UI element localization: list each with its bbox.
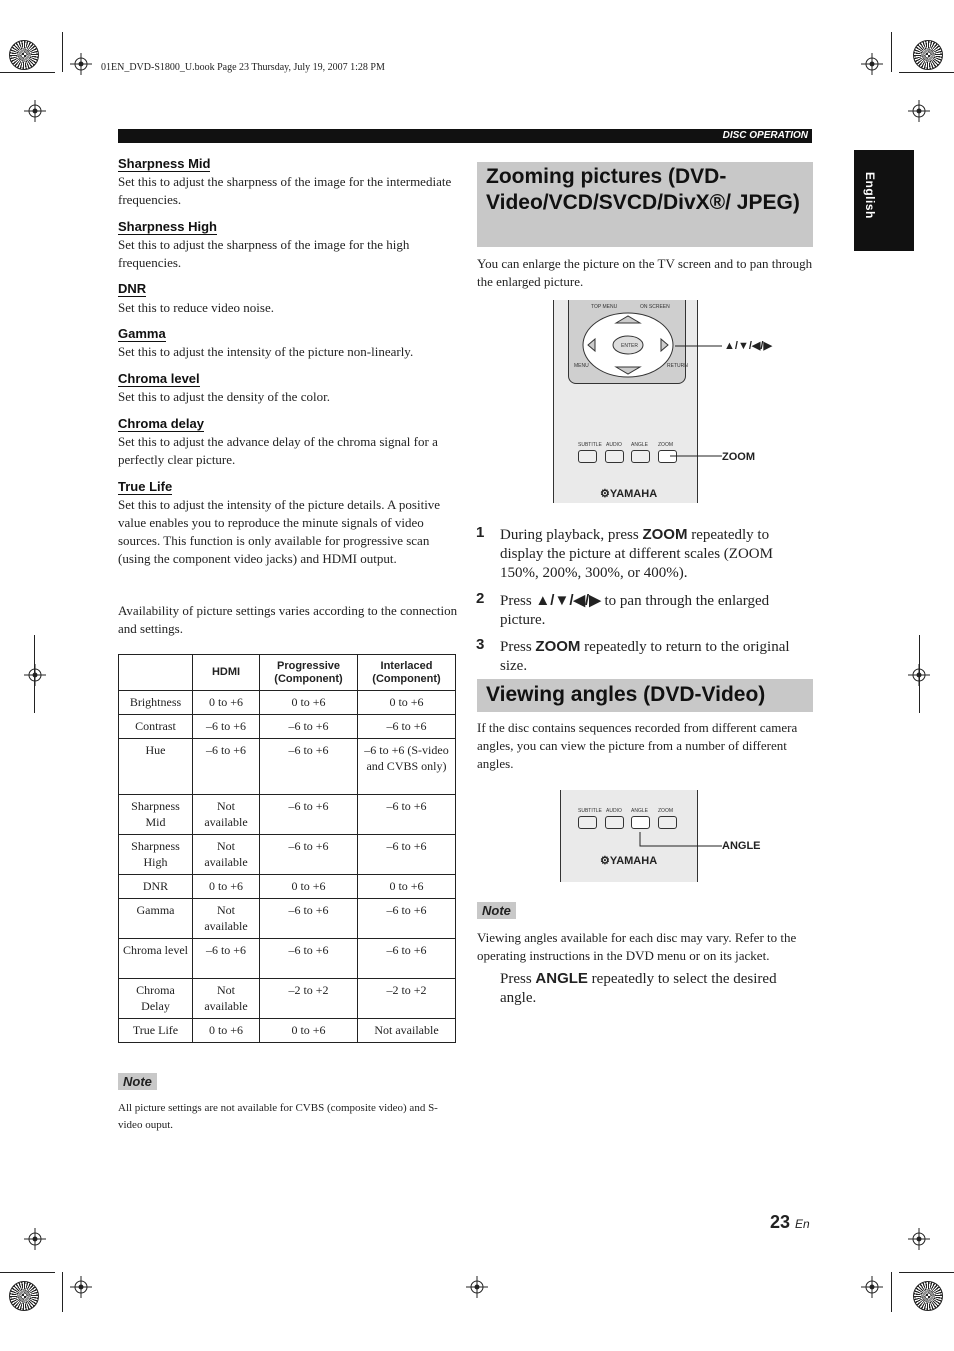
crosshair-mark [70, 1276, 92, 1298]
table-row [119, 939, 456, 979]
table-cell: –6 to +6 (S-video and CVBS only) [358, 739, 456, 795]
table-cell: –6 to +6 [260, 795, 358, 835]
table-cell: Not available [193, 795, 260, 835]
crop-line [62, 32, 63, 72]
setting-desc: Set this to reduce video noise. [118, 300, 274, 315]
note-text: Viewing angles available for each disc may vary. Refer to the operating instructions in the DVD menu or on its jacket. [477, 930, 797, 963]
table-cell: –6 to +6 [193, 715, 260, 739]
arrow-up-icon: ▲ [724, 340, 735, 352]
arrow-left-icon: ◀ [573, 592, 586, 609]
table-cell: Not available [358, 1019, 456, 1043]
table-cell: –6 to +6 [260, 899, 358, 939]
section-label: DISC OPERATION [722, 130, 808, 141]
crop-line [34, 635, 35, 713]
crop-line [891, 1272, 892, 1312]
arrow-slash: / [734, 340, 738, 352]
table-cell: –6 to +6 [358, 899, 456, 939]
crop-line [62, 1272, 63, 1312]
page-number [770, 1212, 810, 1233]
table-row [119, 835, 456, 875]
crop-line [0, 72, 55, 73]
table-cell: 0 to +6 [193, 1019, 260, 1043]
remote-label-top-menu: TOP MENU [591, 304, 618, 310]
zoom-heading: Zooming pictures (DVD-Video/VCD/SVCD/DivX®/ JPEG) [477, 162, 813, 247]
table-cell: –6 to +6 [358, 939, 456, 979]
table-cell: –6 to +6 [193, 739, 260, 795]
table-cell: True Life [119, 1019, 193, 1043]
table-row [119, 691, 456, 715]
page-suffix: En [795, 1217, 810, 1231]
setting-term: True Life [118, 479, 173, 494]
subtitle-button[interactable] [578, 816, 597, 829]
table-row [119, 795, 456, 835]
callout-angle: ANGLE [722, 840, 761, 852]
audio-button[interactable] [605, 450, 624, 463]
table-cell: DNR [119, 875, 193, 899]
remote-label-menu: MENU [574, 363, 589, 369]
file-header: 01EN_DVD-S1800_U.book Page 23 Thursday, July 19, 2007 1:28 PM [101, 62, 385, 73]
crosshair-mark [861, 1276, 883, 1298]
remote-label-zoom: ZOOM [658, 808, 673, 814]
table-header-cell: Interlaced (Component) [358, 655, 456, 691]
remote-label-audio: AUDIO [606, 442, 622, 448]
table-cell: –6 to +6 [358, 715, 456, 739]
crosshair-mark [24, 100, 46, 122]
setting-desc: Set this to adjust the sharpness of the image for the high frequencies. [118, 237, 410, 270]
arrow-up-icon: ▲ [535, 592, 551, 609]
crop-line [899, 1272, 954, 1273]
angles-intro: If the disc contains sequences recorded from different camera angles, you can view the picture from a number of different angles. [477, 720, 798, 771]
table-header-row [119, 655, 456, 691]
table-cell: Contrast [119, 715, 193, 739]
table-cell: –2 to +2 [358, 979, 456, 1019]
remote-label-audio: AUDIO [606, 808, 622, 814]
registration-sunburst-bottom-left [9, 1281, 39, 1311]
table-cell: –6 to +6 [260, 715, 358, 739]
table-cell: 0 to +6 [358, 691, 456, 715]
availability-text: Availability of picture settings varies according to the connection and settings. [118, 603, 458, 636]
table-cell: Sharpness High [119, 835, 193, 875]
table-cell: –6 to +6 [193, 939, 260, 979]
table-cell: Gamma [119, 899, 193, 939]
arrow-down-icon: ▼ [554, 592, 570, 609]
subtitle-button[interactable] [578, 450, 597, 463]
table-cell: Sharpness Mid [119, 795, 193, 835]
table-cell: –2 to +2 [260, 979, 358, 1019]
table-cell: –6 to +6 [260, 939, 358, 979]
table-cell: Chroma level [119, 939, 193, 979]
remote-label-zoom: ZOOM [658, 442, 673, 448]
crop-line [899, 72, 954, 73]
page-number-value: 23 [770, 1212, 791, 1232]
remote-label-return: RETURN [667, 363, 688, 369]
setting-term: Sharpness Mid [118, 156, 211, 171]
step-3: Press ZOOM repeatedly to return to the original size. [500, 638, 790, 674]
table-row [119, 979, 456, 1019]
table-cell: –6 to +6 [358, 795, 456, 835]
table-cell: –6 to +6 [260, 739, 358, 795]
table-cell: 0 to +6 [358, 875, 456, 899]
audio-button[interactable] [605, 816, 624, 829]
language-tab-label: English [863, 172, 877, 219]
registration-sunburst-top-right [913, 40, 943, 70]
table-cell: Chroma Delay [119, 979, 193, 1019]
setting-desc: Set this to adjust the intensity of the picture details. A positive value enables you to reproduce the minute signals of video sources. This function is only available for progressive scan (using the component video jacks) and HDMI output. [118, 497, 441, 566]
setting-term: DNR [118, 281, 147, 296]
remote-label-subtitle: SUBTITLE [578, 442, 602, 448]
table-header-cell [119, 655, 193, 691]
zoom-intro: You can enlarge the picture on the TV screen and to pan through the enlarged picture. [477, 256, 813, 289]
table-cell: Not available [193, 899, 260, 939]
table-row [119, 1019, 456, 1043]
crosshair-mark [24, 1228, 46, 1250]
crosshair-mark [908, 1228, 930, 1250]
note-badge: Note [118, 1073, 157, 1090]
table-cell: –6 to +6 [260, 835, 358, 875]
yamaha-logo: ⚙YAMAHA [600, 855, 658, 867]
callout-arrows: ▲/▼/◀/▶ [724, 340, 772, 352]
remote-label-angle: ANGLE [631, 442, 648, 448]
arrow-down-icon: ▼ [737, 340, 749, 352]
table-row [119, 715, 456, 739]
crop-line [891, 32, 892, 72]
arrow-right-icon: ▶ [589, 592, 601, 609]
callout-line-angle [630, 820, 725, 860]
table-row [119, 739, 456, 795]
angle-button[interactable] [631, 450, 650, 463]
table-cell: Hue [119, 739, 193, 795]
table-cell: 0 to +6 [260, 691, 358, 715]
remote-label-on-screen: ON SCREEN [640, 304, 670, 310]
setting-desc: Set this to adjust the intensity of the picture non-linearly. [118, 344, 414, 359]
yamaha-logo: ⚙YAMAHA [600, 488, 658, 500]
note-badge: Note [477, 902, 516, 919]
picture-settings-table [118, 654, 456, 1043]
step-number: 1 [476, 524, 485, 541]
setting-term: Gamma [118, 326, 166, 341]
remote-label-enter: ENTER [621, 343, 638, 349]
table-cell: 0 to +6 [193, 691, 260, 715]
crosshair-mark [24, 664, 46, 686]
language-tab [854, 150, 914, 251]
crosshair-mark [466, 1276, 488, 1298]
angle-instruction: Press ANGLE repeatedly to select the desired angle. [500, 970, 777, 1006]
table-cell: –6 to +6 [358, 835, 456, 875]
note-text: All picture settings are not available for CVBS (composite video) and S-video ouput. [118, 1102, 438, 1131]
crop-line [0, 1272, 55, 1273]
setting-desc: Set this to adjust the advance delay of the chroma signal for a perfectly clear picture. [118, 434, 438, 467]
table-header-cell: Progressive (Component) [260, 655, 358, 691]
arrow-right-icon: ▶ [763, 340, 772, 352]
callout-lines [660, 330, 730, 470]
setting-term: Chroma delay [118, 416, 204, 431]
registration-sunburst-top-left [9, 40, 39, 70]
table-header-cell: HDMI [193, 655, 260, 691]
remote-label-subtitle: SUBTITLE [578, 808, 602, 814]
crop-line [919, 635, 920, 713]
crosshair-mark [861, 53, 883, 75]
table-cell: 0 to +6 [260, 1019, 358, 1043]
angles-heading: Viewing angles (DVD-Video) [477, 679, 813, 712]
registration-sunburst-bottom-right [913, 1281, 943, 1311]
step-number: 2 [476, 590, 485, 607]
table-cell: 0 to +6 [260, 875, 358, 899]
table-cell: Not available [193, 979, 260, 1019]
callout-zoom: ZOOM [722, 451, 755, 463]
table-row [119, 899, 456, 939]
section-header-bar [118, 129, 812, 143]
table-row [119, 875, 456, 899]
table-cell: Not available [193, 835, 260, 875]
arrow-left-icon: ◀ [751, 340, 761, 352]
setting-term: Chroma level [118, 371, 200, 386]
setting-desc: Set this to adjust the density of the color. [118, 389, 330, 404]
setting-desc: Set this to adjust the sharpness of the image for the intermediate frequencies. [118, 174, 452, 207]
crosshair-mark [908, 100, 930, 122]
table-cell: Brightness [119, 691, 193, 715]
step-2: Press ▲/▼/◀/▶ to pan through the enlarged picture. [500, 592, 770, 628]
setting-term: Sharpness High [118, 219, 217, 234]
step-number: 3 [476, 636, 485, 653]
table-cell: 0 to +6 [193, 875, 260, 899]
crosshair-mark [70, 53, 92, 75]
step-1: During playback, press ZOOM repeatedly to display the picture at different scales (ZOOM 150%, 200%, 300%, or 400%). [500, 526, 773, 581]
remote-label-angle: ANGLE [631, 808, 648, 814]
